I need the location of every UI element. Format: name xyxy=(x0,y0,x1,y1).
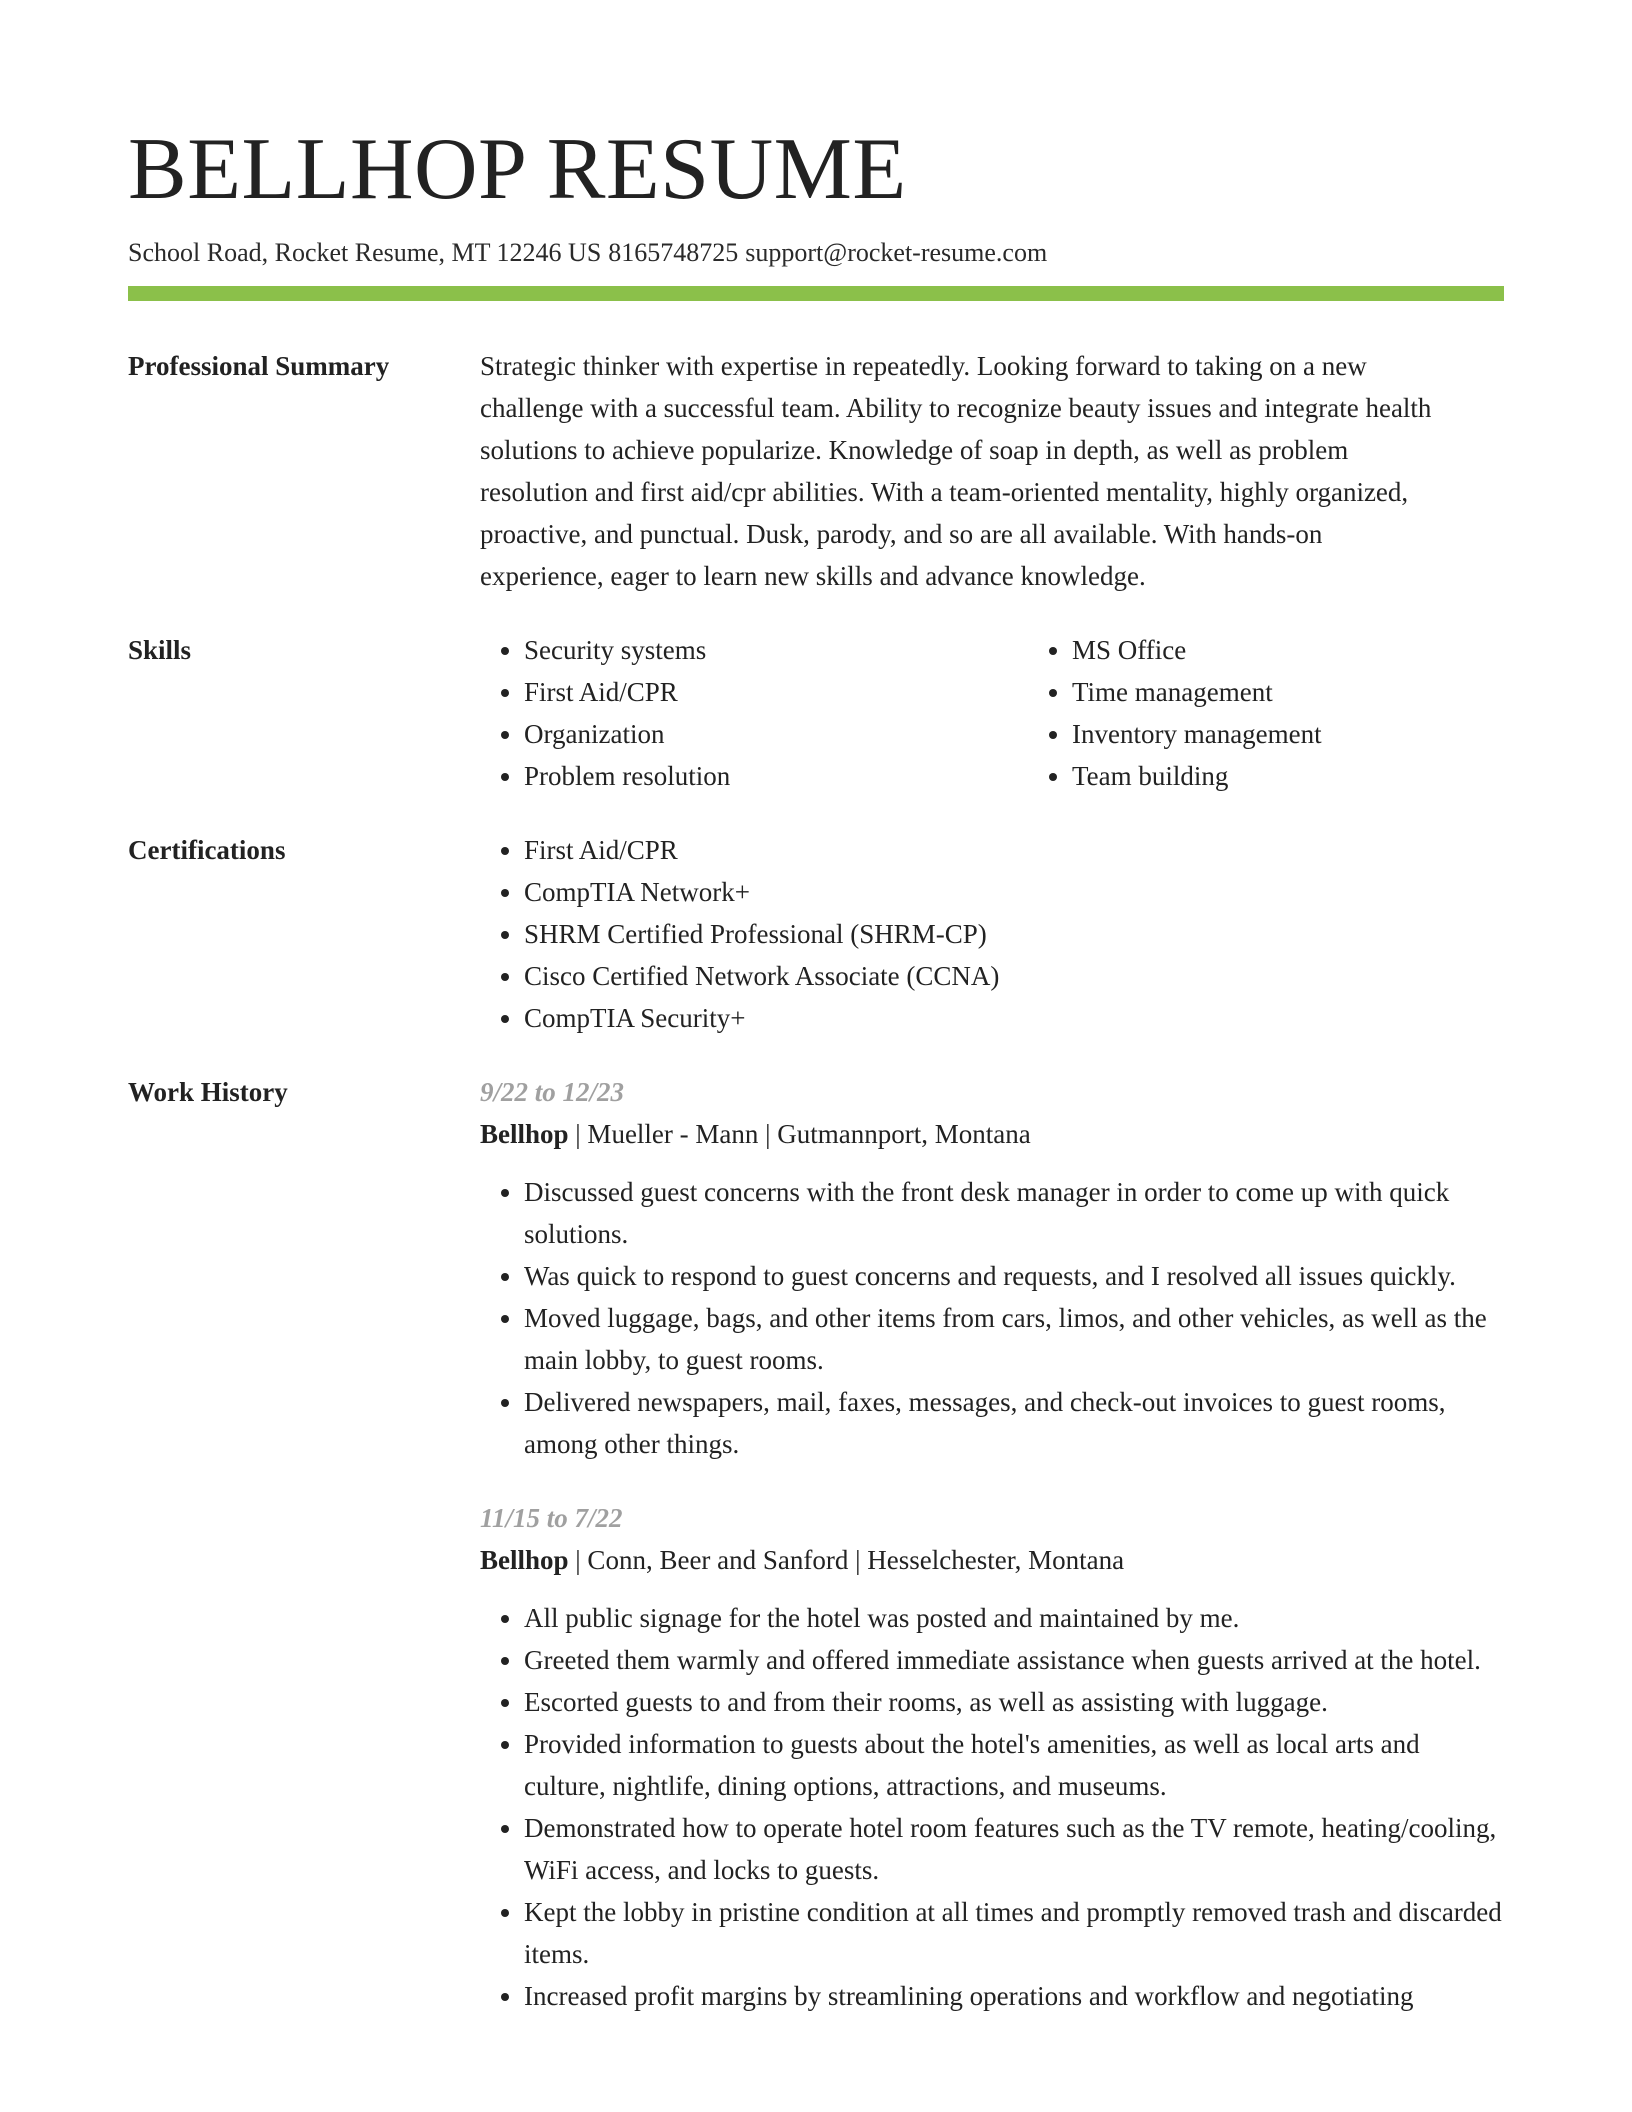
skill-item: • Inventory management xyxy=(1072,713,1504,755)
work-history-section xyxy=(128,1071,1504,2017)
skills-section xyxy=(128,629,1504,797)
job-bullet: • Demonstrated how to operate hotel room features such as the TV remote, heating/cooling, WiFi access, and locks to guests. xyxy=(524,1807,1504,1891)
skill-item: • MS Office xyxy=(1072,629,1504,671)
job-bullet: • Escorted guests to and from their rooms, as well as assisting with luggage. xyxy=(524,1681,1504,1723)
job-entry xyxy=(480,1497,1504,2017)
skills-content xyxy=(480,629,1504,797)
skill-item: • Time management xyxy=(1072,671,1504,713)
skills-column-1 xyxy=(480,629,1028,797)
header-divider xyxy=(128,286,1504,301)
contact-address: School Road, Rocket Resume, MT 12246 US xyxy=(128,238,602,267)
job-dates: 11/15 to 7/22 xyxy=(480,1503,623,1533)
summary-label: Professional Summary xyxy=(128,351,390,381)
job-entry xyxy=(480,1071,1504,1465)
summary-line: proactive, and punctual. Dusk, parody, and so are all available. With hands-on xyxy=(480,519,1323,549)
contact-email: support@rocket-resume.com xyxy=(745,238,1048,267)
work-history-label: Work History xyxy=(128,1077,288,1107)
certifications-list xyxy=(480,829,1504,1039)
resume-title: BELLHOP RESUME xyxy=(128,121,907,218)
job-bullet: • Was quick to respond to guest concerns and requests, and I resolved all issues quickly. xyxy=(524,1255,1504,1297)
job-bullet: • Provided information to guests about the hotel's amenities, as well as local arts and culture, nightlife, dining options, attractions, and museums. xyxy=(524,1723,1504,1807)
job-details: | Conn, Beer and Sanford | Hesselchester, Montana xyxy=(568,1545,1125,1575)
certification-item: • First Aid/CPR xyxy=(524,829,1504,871)
summary-line: resolution and first aid/cpr abilities. With a team-oriented mentality, highly organized, xyxy=(480,477,1409,507)
job-bullet: • Increased profit margins by streamlining operations and workflow and negotiating xyxy=(524,1975,1504,2017)
skills-column-2 xyxy=(1028,629,1504,797)
job-bullet: • All public signage for the hotel was posted and maintained by me. xyxy=(524,1597,1504,1639)
job-heading xyxy=(480,1539,1504,1581)
certifications-section xyxy=(128,829,1504,1039)
job-title: Bellhop xyxy=(480,1119,569,1149)
job-dates: 9/22 to 12/23 xyxy=(480,1077,625,1107)
job-bullet: • Greeted them warmly and offered immediate assistance when guests arrived at the hotel. xyxy=(524,1639,1504,1681)
skills-label: Skills xyxy=(128,635,192,665)
summary-line: experience, eager to learn new skills and advance knowledge. xyxy=(480,561,1146,591)
certifications-content xyxy=(480,829,1504,1039)
contact-line xyxy=(128,234,1504,272)
job-title: Bellhop xyxy=(480,1545,569,1575)
certification-item: • CompTIA Security+ xyxy=(524,997,1504,1039)
job-bullet: • Discussed guest concerns with the front desk manager in order to come up with quick solutions. xyxy=(524,1171,1504,1255)
summary-line: challenge with a successful team. Ability to recognize beauty issues and integrate health xyxy=(480,393,1432,423)
summary-line: solutions to achieve popularize. Knowledge of soap in depth, as well as problem xyxy=(480,435,1349,465)
skill-item: • Security systems xyxy=(524,629,1028,671)
skill-item: • Organization xyxy=(524,713,1028,755)
certification-item: • Cisco Certified Network Associate (CCNA) xyxy=(524,955,1504,997)
summary-content xyxy=(480,345,1504,597)
job-bullets xyxy=(480,1597,1504,2017)
summary-line: Strategic thinker with expertise in repeatedly. Looking forward to taking on a new xyxy=(480,351,1367,381)
certification-item: • SHRM Certified Professional (SHRM-CP) xyxy=(524,913,1504,955)
skill-item: • Problem resolution xyxy=(524,755,1028,797)
job-heading xyxy=(480,1113,1504,1155)
work-history-content xyxy=(480,1071,1504,2017)
job-bullet: • Moved luggage, bags, and other items from cars, limos, and other vehicles, as well as the main lobby, to guest rooms. xyxy=(524,1297,1504,1381)
job-bullet: • Delivered newspapers, mail, faxes, messages, and check-out invoices to guest rooms, among other things. xyxy=(524,1381,1504,1465)
skill-item: • First Aid/CPR xyxy=(524,671,1028,713)
job-details: | Mueller - Mann | Gutmannport, Montana xyxy=(568,1119,1031,1149)
job-bullets xyxy=(480,1171,1504,1465)
certification-item: • CompTIA Network+ xyxy=(524,871,1504,913)
certifications-label: Certifications xyxy=(128,835,286,865)
skill-item: • Team building xyxy=(1072,755,1504,797)
summary-section xyxy=(128,345,1504,597)
job-bullet: • Kept the lobby in pristine condition at all times and promptly removed trash and discarded items. xyxy=(524,1891,1504,1975)
contact-phone: 8165748725 xyxy=(608,238,739,267)
resume-page xyxy=(128,118,1504,2017)
